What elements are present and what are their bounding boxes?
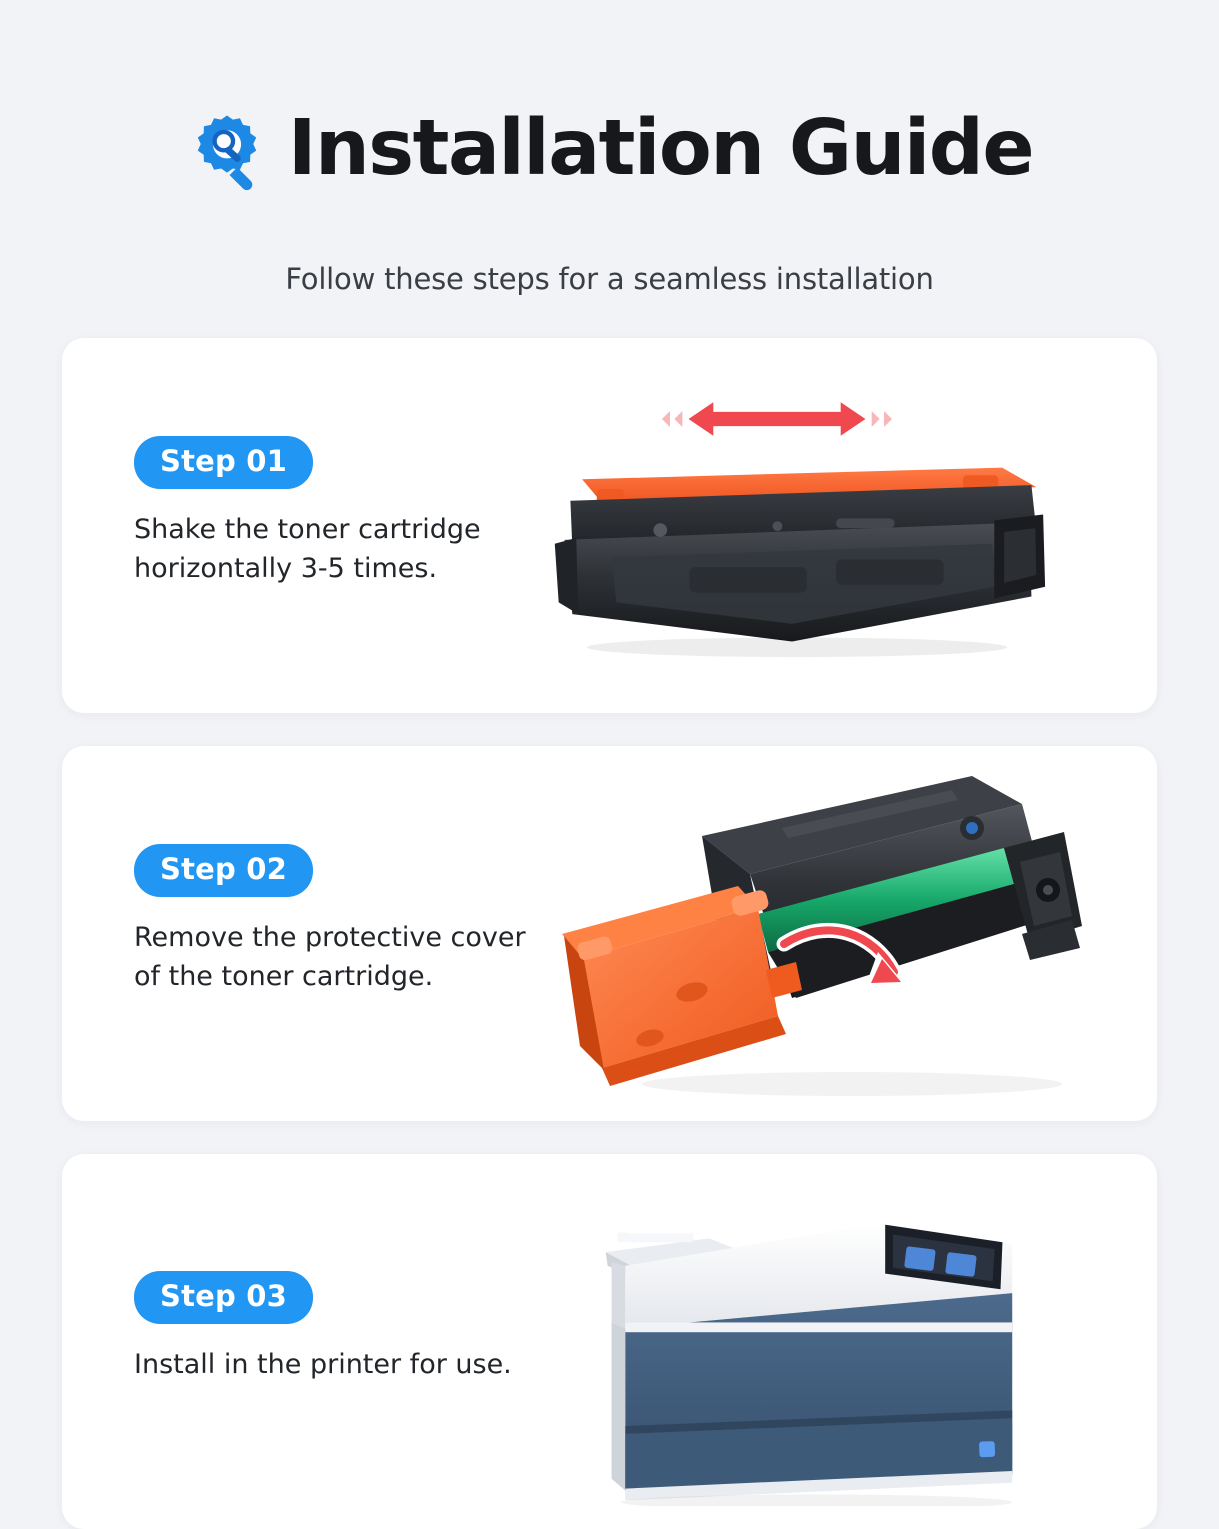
step-illustration bbox=[532, 338, 1157, 713]
steps-list bbox=[62, 338, 1157, 1529]
title-row bbox=[62, 58, 1157, 238]
step-card bbox=[62, 338, 1157, 713]
step-image-alt bbox=[532, 338, 533, 339]
step-image-alt bbox=[532, 1154, 533, 1155]
step-card bbox=[62, 1154, 1157, 1529]
double-arrow-horizontal-icon bbox=[662, 396, 892, 442]
page-header bbox=[62, 46, 1157, 296]
step-text bbox=[62, 844, 532, 1023]
step-text bbox=[62, 1271, 532, 1411]
step-illustration bbox=[532, 1154, 1157, 1529]
page-subtitle: Follow these steps for a seamless installation bbox=[285, 262, 934, 297]
status-badge: Step 03 bbox=[134, 1271, 313, 1324]
status-badge: Step 02 bbox=[134, 844, 313, 897]
step-description: Remove the protective cover of the toner cartridge. bbox=[134, 922, 526, 992]
toner-cartridge-image bbox=[542, 450, 1052, 660]
printer-image bbox=[592, 1176, 1022, 1506]
step-description: Shake the toner cartridge horizontally 3-5 times. bbox=[134, 514, 481, 584]
step-description: Install in the printer for use. bbox=[134, 1349, 512, 1381]
step-card bbox=[62, 746, 1157, 1121]
toner-cartridge-cover-image bbox=[552, 766, 1112, 1106]
step-image-alt bbox=[532, 746, 533, 747]
gear-wrench-icon bbox=[186, 111, 268, 193]
step-illustration bbox=[532, 746, 1157, 1121]
page-title: Installation Guide bbox=[287, 103, 1034, 193]
status-badge: Step 01 bbox=[134, 436, 313, 489]
step-text bbox=[62, 436, 532, 615]
